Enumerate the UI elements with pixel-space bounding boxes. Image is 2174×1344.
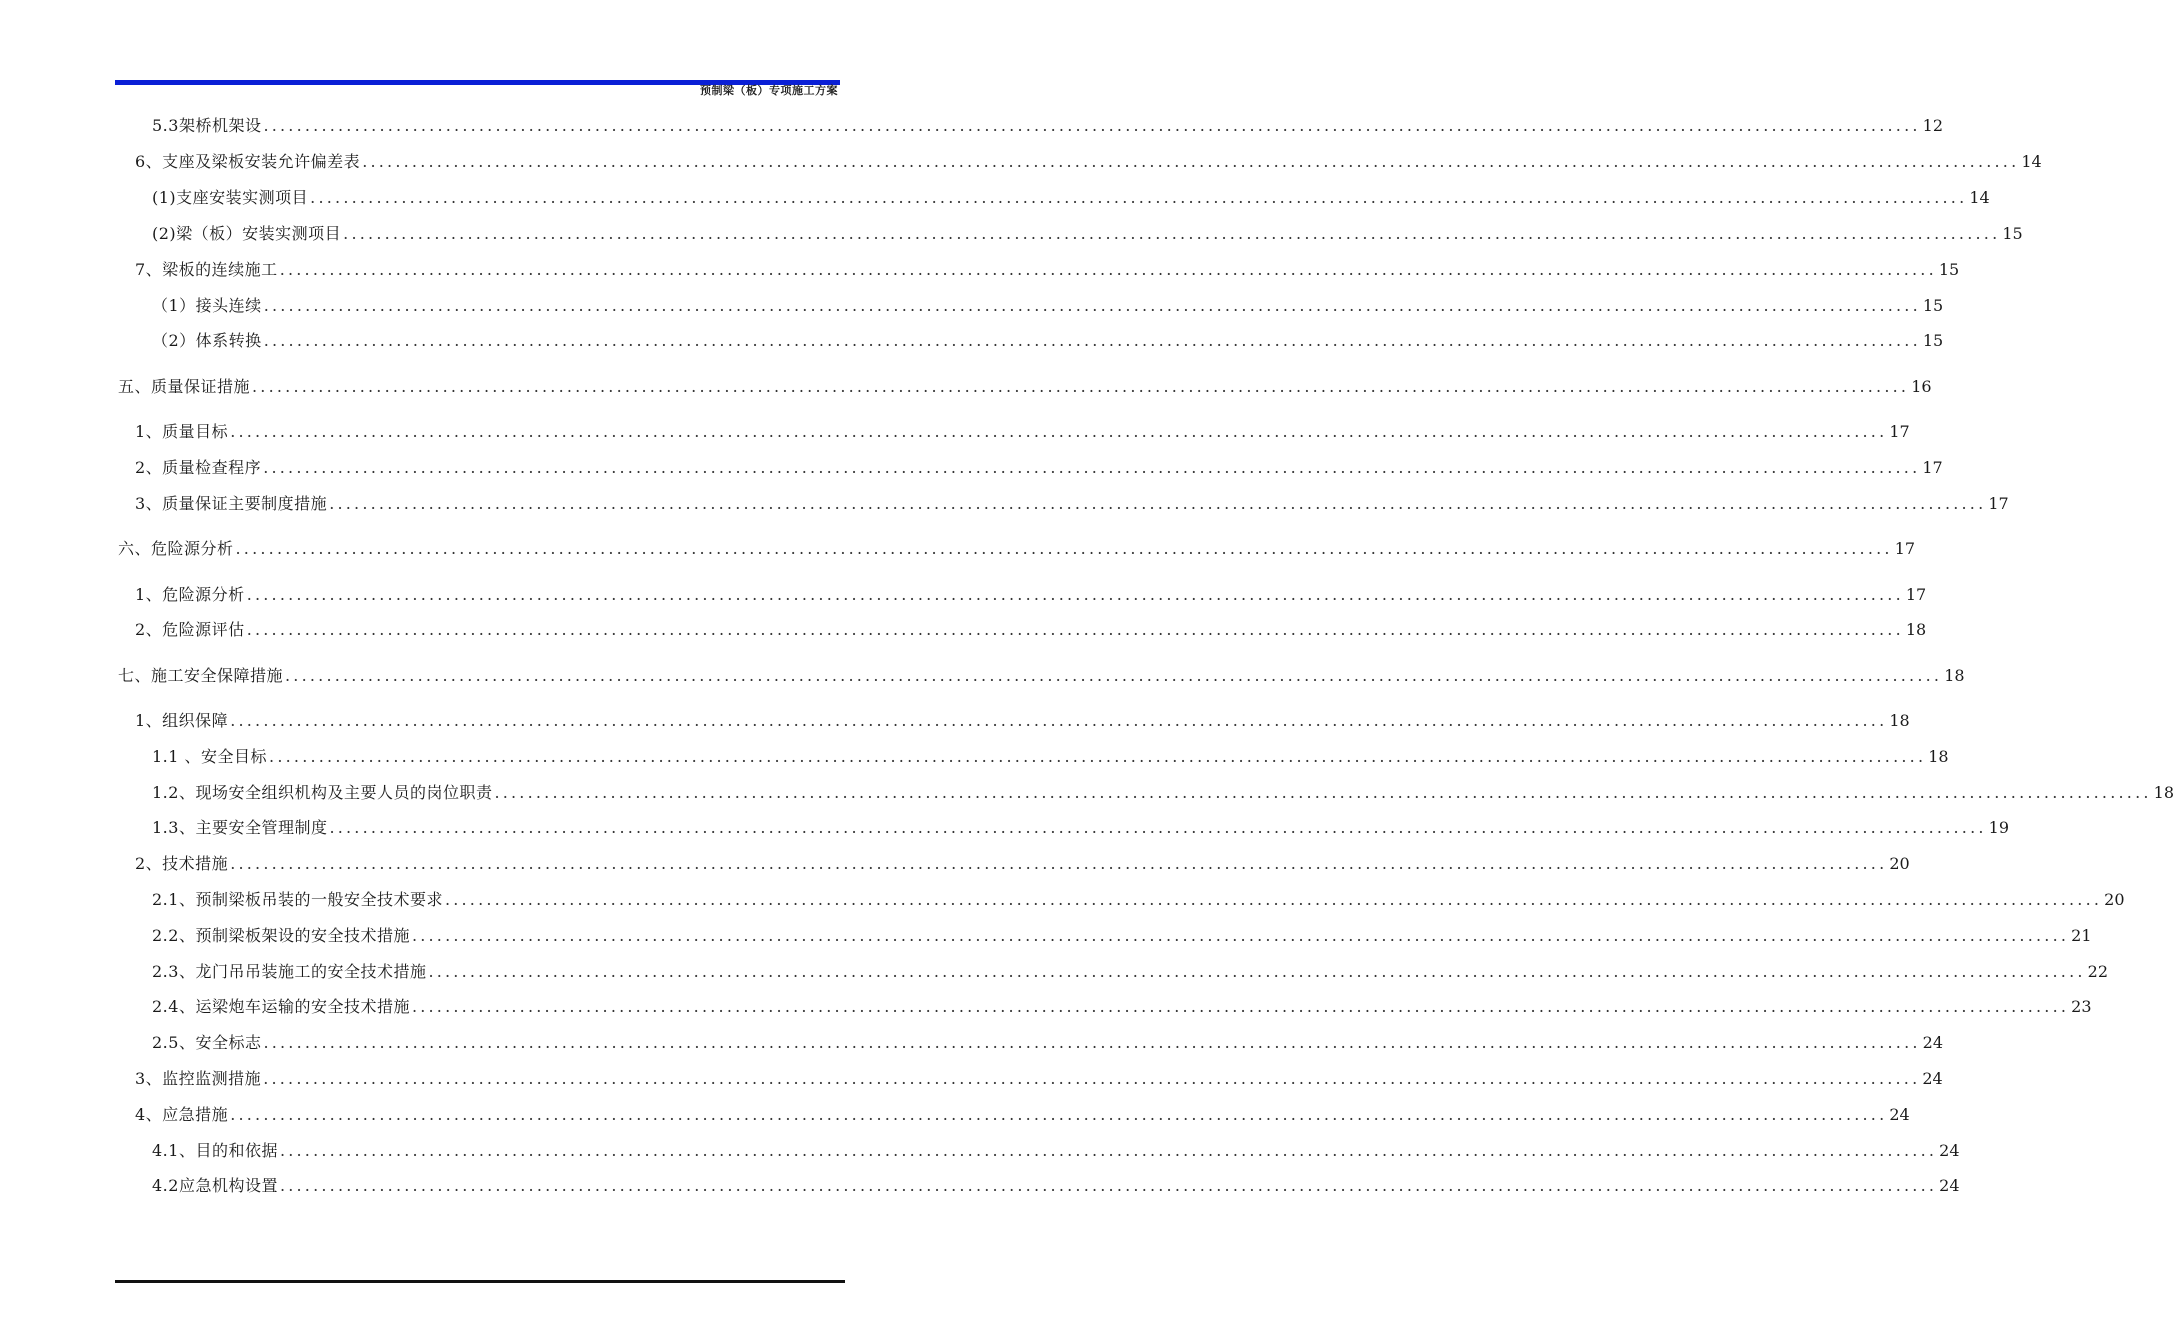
toc-page-number: 21	[2071, 926, 2092, 945]
toc-leader: ........................................................................................................................................................................................................	[279, 260, 1937, 279]
toc-page-number: 15	[2002, 224, 2023, 243]
toc-entry[interactable]	[152, 116, 1943, 136]
toc-entry[interactable]	[135, 1105, 1910, 1125]
toc-label: 5.3架桥机架设	[152, 116, 262, 135]
toc-page-number: 12	[1922, 116, 1943, 135]
toc-leader: ........................................................................................................................................................................................................	[246, 620, 1904, 639]
toc-leader: ........................................................................................................................................................................................................	[263, 1069, 1921, 1088]
toc-leader: ........................................................................................................................................................................................................	[329, 818, 1987, 837]
toc-entry[interactable]	[135, 458, 1943, 478]
toc-label: 五、质量保证措施	[118, 377, 251, 396]
toc-page-number: 19	[1988, 818, 2009, 837]
toc-label: 2、技术措施	[135, 854, 229, 873]
toc-entry[interactable]	[135, 494, 2009, 514]
toc-label: 1、组织保障	[135, 711, 229, 730]
toc-entry[interactable]	[152, 783, 2174, 803]
toc-page-number: 18	[1889, 711, 1910, 730]
toc-label: 2.1、预制梁板吊装的一般安全技术要求	[152, 890, 443, 909]
toc-page-number: 20	[2104, 890, 2125, 909]
toc-leader: ........................................................................................................................................................................................................	[279, 1141, 1938, 1160]
toc-leader: ........................................................................................................................................................................................................	[263, 331, 1921, 350]
toc-page-number: 18	[1905, 620, 1927, 639]
toc-leader: ........................................................................................................................................................................................................	[230, 854, 1888, 873]
toc-leader: ........................................................................................................................................................................................................	[246, 585, 1904, 604]
toc-leader: ........................................................................................................................................................................................................	[444, 890, 2103, 909]
toc-label: 2、质量检查程序	[135, 458, 262, 477]
toc-page-number: 24	[1939, 1141, 1960, 1160]
toc-entry[interactable]	[152, 188, 1990, 208]
toc-page-number: 18	[2153, 783, 2174, 802]
toc-label: (1)支座安装实测项目	[152, 188, 309, 207]
toc-entry[interactable]	[118, 539, 1916, 559]
toc-entry[interactable]	[152, 818, 2009, 838]
toc-label: 3、监控监测措施	[135, 1069, 262, 1088]
toc-entry[interactable]	[135, 152, 2042, 172]
toc-label: 6、支座及梁板安装允许偏差表	[135, 152, 361, 171]
toc-label: （2）体系转换	[152, 331, 262, 350]
toc-label: 1、质量目标	[135, 422, 229, 441]
toc-entry[interactable]	[152, 296, 1944, 316]
toc-page-number: 15	[1922, 296, 1944, 315]
toc-leader: ........................................................................................................................................................................................................	[230, 711, 1888, 730]
toc-page-number: 14	[2021, 152, 2042, 171]
toc-entry[interactable]	[152, 747, 1949, 767]
toc-page-number: 15	[1938, 260, 1960, 279]
toc-page-number: 24	[1922, 1069, 1943, 1088]
toc-label: 2.5、安全标志	[152, 1033, 262, 1052]
toc-entry[interactable]	[152, 1176, 1960, 1196]
toc-entry[interactable]	[152, 962, 2108, 982]
toc-label: 2、危险源评估	[135, 620, 245, 639]
toc-leader: ........................................................................................................................................................................................................	[263, 458, 1921, 477]
footer-rule	[115, 1280, 845, 1283]
toc-page-number: 20	[1889, 854, 1910, 873]
toc-label: 3、质量保证主要制度措施	[135, 494, 328, 513]
toc-page-number: 17	[1922, 458, 1943, 477]
toc-entry[interactable]	[135, 711, 1910, 731]
toc-entry[interactable]	[152, 1141, 1960, 1161]
toc-entry[interactable]	[152, 1033, 1943, 1053]
toc-leader: ........................................................................................................................................................................................................	[362, 152, 2020, 171]
toc-entry[interactable]	[118, 377, 1932, 397]
toc-entry[interactable]	[152, 224, 2023, 244]
toc-page-number: 15	[1922, 331, 1944, 350]
toc-label: 1.1 、安全目标	[152, 747, 268, 766]
toc-page-number: 18	[1928, 747, 1949, 766]
toc-page-number: 22	[2087, 962, 2108, 981]
toc-label: 2.3、龙门吊吊装施工的安全技术措施	[152, 962, 427, 981]
toc-entry[interactable]	[135, 1069, 1943, 1089]
toc-leader: ........................................................................................................................................................................................................	[263, 296, 1921, 315]
toc-leader: ........................................................................................................................................................................................................	[263, 1033, 1921, 1052]
toc-leader: ........................................................................................................................................................................................................	[285, 666, 1943, 685]
toc-page-number: 18	[1944, 666, 1965, 685]
toc-label: 1.3、主要安全管理制度	[152, 818, 328, 837]
toc-label: 7、梁板的连续施工	[135, 260, 278, 279]
toc-entry[interactable]	[135, 422, 1910, 442]
toc-leader: ........................................................................................................................................................................................................	[329, 494, 1987, 513]
toc-entry[interactable]	[135, 585, 1927, 605]
toc-leader: ........................................................................................................................................................................................................	[428, 962, 2086, 981]
toc-label: （1）接头连续	[152, 296, 262, 315]
toc-label: 4.1、目的和依据	[152, 1141, 278, 1160]
toc-leader: ........................................................................................................................................................................................................	[494, 783, 2152, 802]
toc-entry[interactable]	[152, 926, 2092, 946]
toc-label: 2.2、预制梁板架设的安全技术措施	[152, 926, 410, 945]
toc-label: 1、危险源分析	[135, 585, 245, 604]
toc-page-number: 16	[1911, 377, 1932, 396]
toc-page-number: 24	[1889, 1105, 1910, 1124]
toc-leader: ........................................................................................................................................................................................................	[411, 926, 2070, 945]
toc-entry[interactable]	[118, 666, 1965, 686]
toc-entry[interactable]	[135, 854, 1910, 874]
toc-label: (2)梁（板）安装实测项目	[152, 224, 342, 243]
toc-page-number: 17	[1905, 585, 1927, 604]
toc-leader: ........................................................................................................................................................................................................	[235, 539, 1893, 558]
toc-page-number: 23	[2071, 997, 2092, 1016]
toc-leader: ........................................................................................................................................................................................................	[230, 422, 1888, 441]
toc-leader: ........................................................................................................................................................................................................	[310, 188, 1968, 207]
toc-entry[interactable]	[152, 997, 2092, 1017]
toc-page-number: 24	[1922, 1033, 1943, 1052]
toc-page-number: 17	[1988, 494, 2009, 513]
toc-entry[interactable]	[135, 260, 1960, 280]
toc-leader: ........................................................................................................................................................................................................	[279, 1176, 1938, 1195]
toc-leader: ........................................................................................................................................................................................................	[269, 747, 1927, 766]
toc-leader: ........................................................................................................................................................................................................	[230, 1105, 1888, 1124]
header-title: 预制梁（板）专项施工方案	[700, 84, 838, 97]
toc-leader: ........................................................................................................................................................................................................	[252, 377, 1910, 396]
toc-page-number: 17	[1894, 539, 1916, 558]
toc-leader: ........................................................................................................................................................................................................	[263, 116, 1921, 135]
toc-entry[interactable]	[152, 890, 2125, 910]
toc-page-number: 24	[1939, 1176, 1960, 1195]
toc-label: 4.2应急机构设置	[152, 1176, 278, 1195]
toc-page-number: 17	[1889, 422, 1910, 441]
toc-label: 2.4、运梁炮车运输的安全技术措施	[152, 997, 410, 1016]
toc-label: 1.2、现场安全组织机构及主要人员的岗位职责	[152, 783, 493, 802]
toc-leader: ........................................................................................................................................................................................................	[343, 224, 2001, 243]
toc-label: 4、应急措施	[135, 1105, 229, 1124]
toc-entry[interactable]	[152, 331, 1944, 351]
toc-label: 六、危险源分析	[118, 539, 234, 558]
toc-page-number: 14	[1969, 188, 1990, 207]
toc-label: 七、施工安全保障措施	[118, 666, 284, 685]
toc-leader: ........................................................................................................................................................................................................	[411, 997, 2070, 1016]
toc-entry[interactable]	[135, 620, 1927, 640]
